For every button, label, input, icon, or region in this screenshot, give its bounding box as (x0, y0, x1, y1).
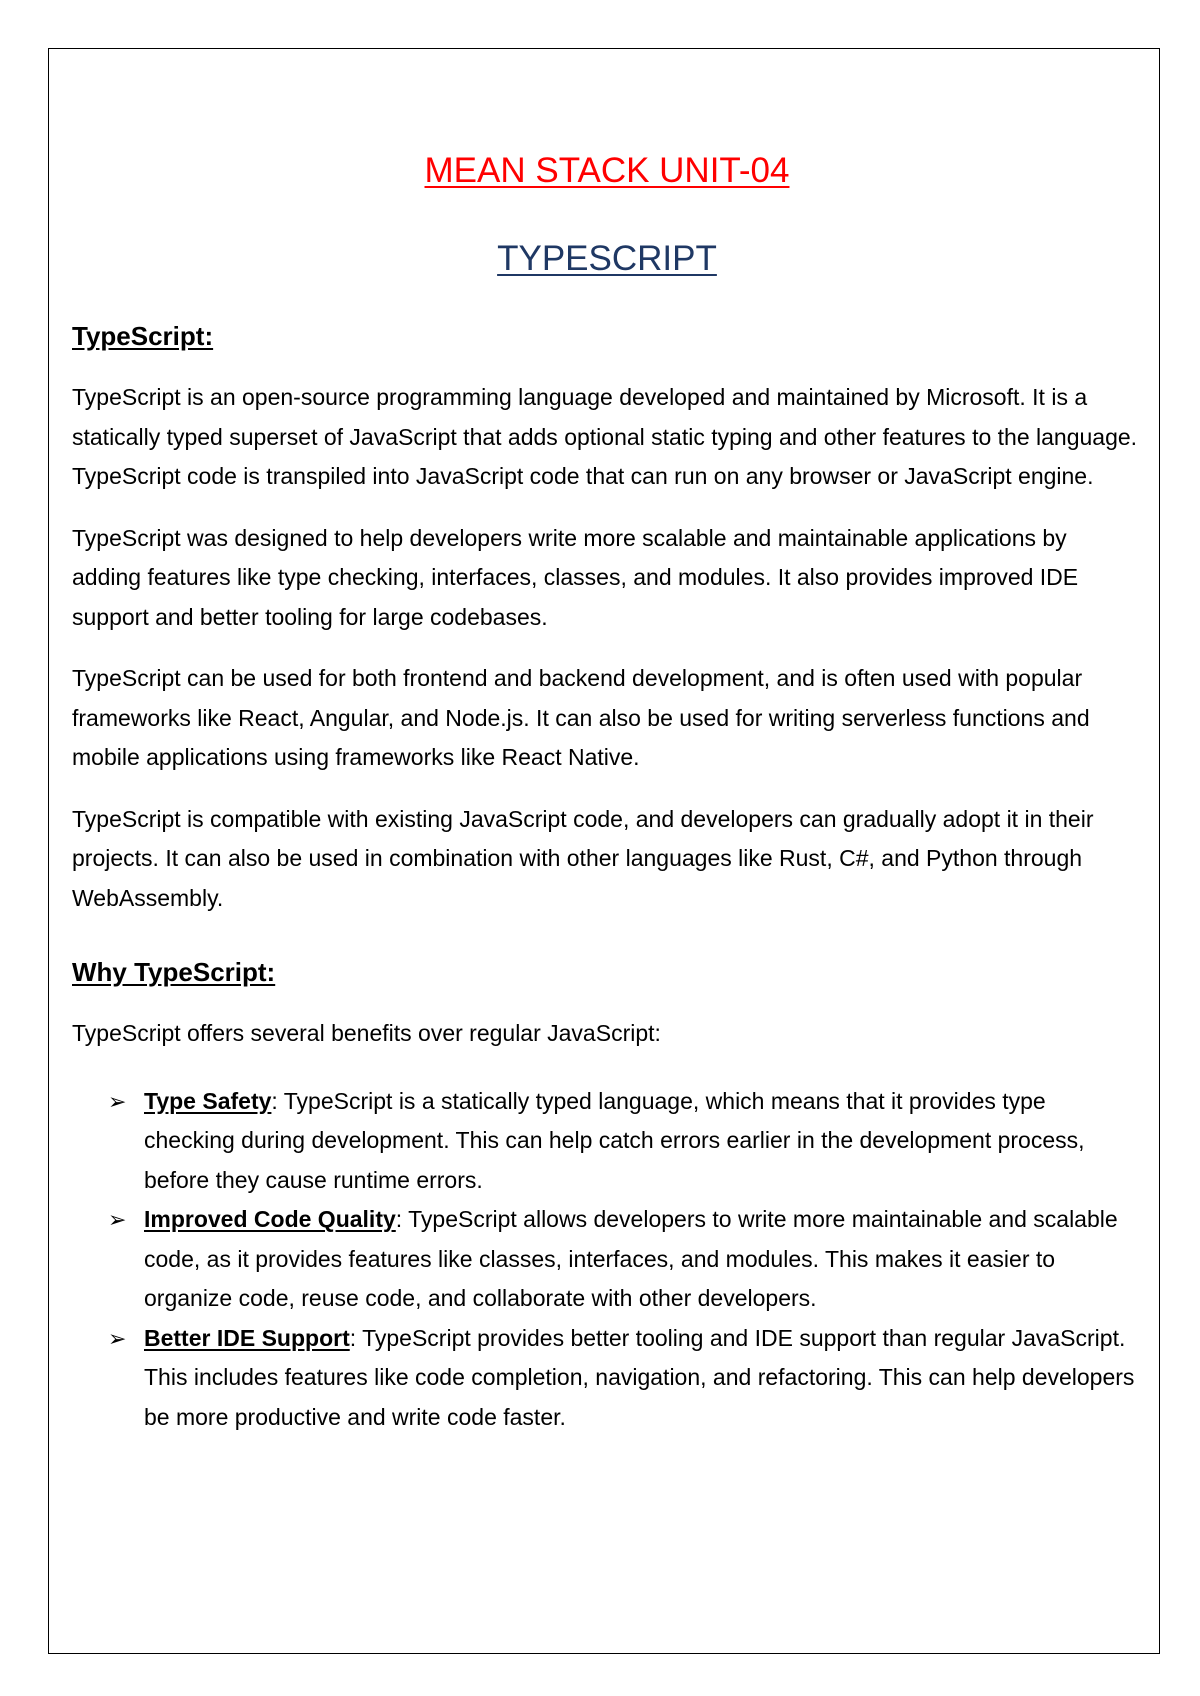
benefit-text: : TypeScript is a statically typed language, which means that it provides type checking during development. This can help catch errors earlier in the development process, before they cause runtime errors. (144, 1087, 1085, 1193)
benefit-item-code-quality (108, 1200, 1142, 1319)
benefit-text: : TypeScript provides better tooling and IDE support than regular JavaScript. This includes features like code completion, navigation, and refactoring. This can help developers be more productive and write code faster. (144, 1324, 1135, 1430)
section-heading-why-typescript: Why TypeScript: (72, 957, 276, 987)
arrow-bullet-icon: ➢ (108, 1207, 127, 1232)
benefit-term: Type Safety (144, 1087, 272, 1114)
paragraph-compatibility: TypeScript is compatible with existing JavaScript code, and developers can gradually adopt it in their projects. It can also be used in combination with other languages like Rust, C#, and Python through WebAssembly. (72, 805, 1094, 911)
benefits-list (72, 1082, 1142, 1438)
paragraph-benefits-intro: TypeScript offers several benefits over regular JavaScript: (72, 1020, 661, 1046)
document-subtitle: TYPESCRIPT (497, 239, 717, 278)
benefit-term: Improved Code Quality (144, 1206, 396, 1232)
document-title: MEAN STACK UNIT-04 (424, 151, 790, 190)
benefit-text: : TypeScript allows developers to write more maintainable and scalable code, as it provides features like classes, interfaces, and modules. This makes it easier to organize code, reuse code, and collaborate with other developers. (144, 1206, 1118, 1311)
benefit-item-type-safety (108, 1082, 1142, 1201)
benefit-item-ide-support (108, 1319, 1142, 1438)
paragraph-design: TypeScript was designed to help developers write more scalable and maintainable applications by adding features like type checking, interfaces, classes, and modules. It also provides improved IDE support and better tooling for large codebases. (72, 524, 1079, 630)
section-heading-typescript: TypeScript: (72, 321, 214, 351)
arrow-bullet-icon: ➢ (108, 1325, 127, 1351)
paragraph-usage: TypeScript can be used for both frontend and backend development, and is often used with popular frameworks like React, Angular, and Node.js. It can also be used for writing serverless functions and mobile applications using frameworks like React Native. (72, 665, 1090, 770)
paragraph-intro: TypeScript is an open-source programming language developed and maintained by Microsoft. It is a statically typed superset of JavaScript that adds optional static typing and other features to the language. TypeScript code is transpiled into JavaScript code that can run on any browser or JavaScript engine. (72, 384, 1138, 489)
benefit-term: Better IDE Support (144, 1324, 350, 1351)
arrow-bullet-icon: ➢ (108, 1088, 127, 1114)
document-content (72, 148, 1142, 1437)
